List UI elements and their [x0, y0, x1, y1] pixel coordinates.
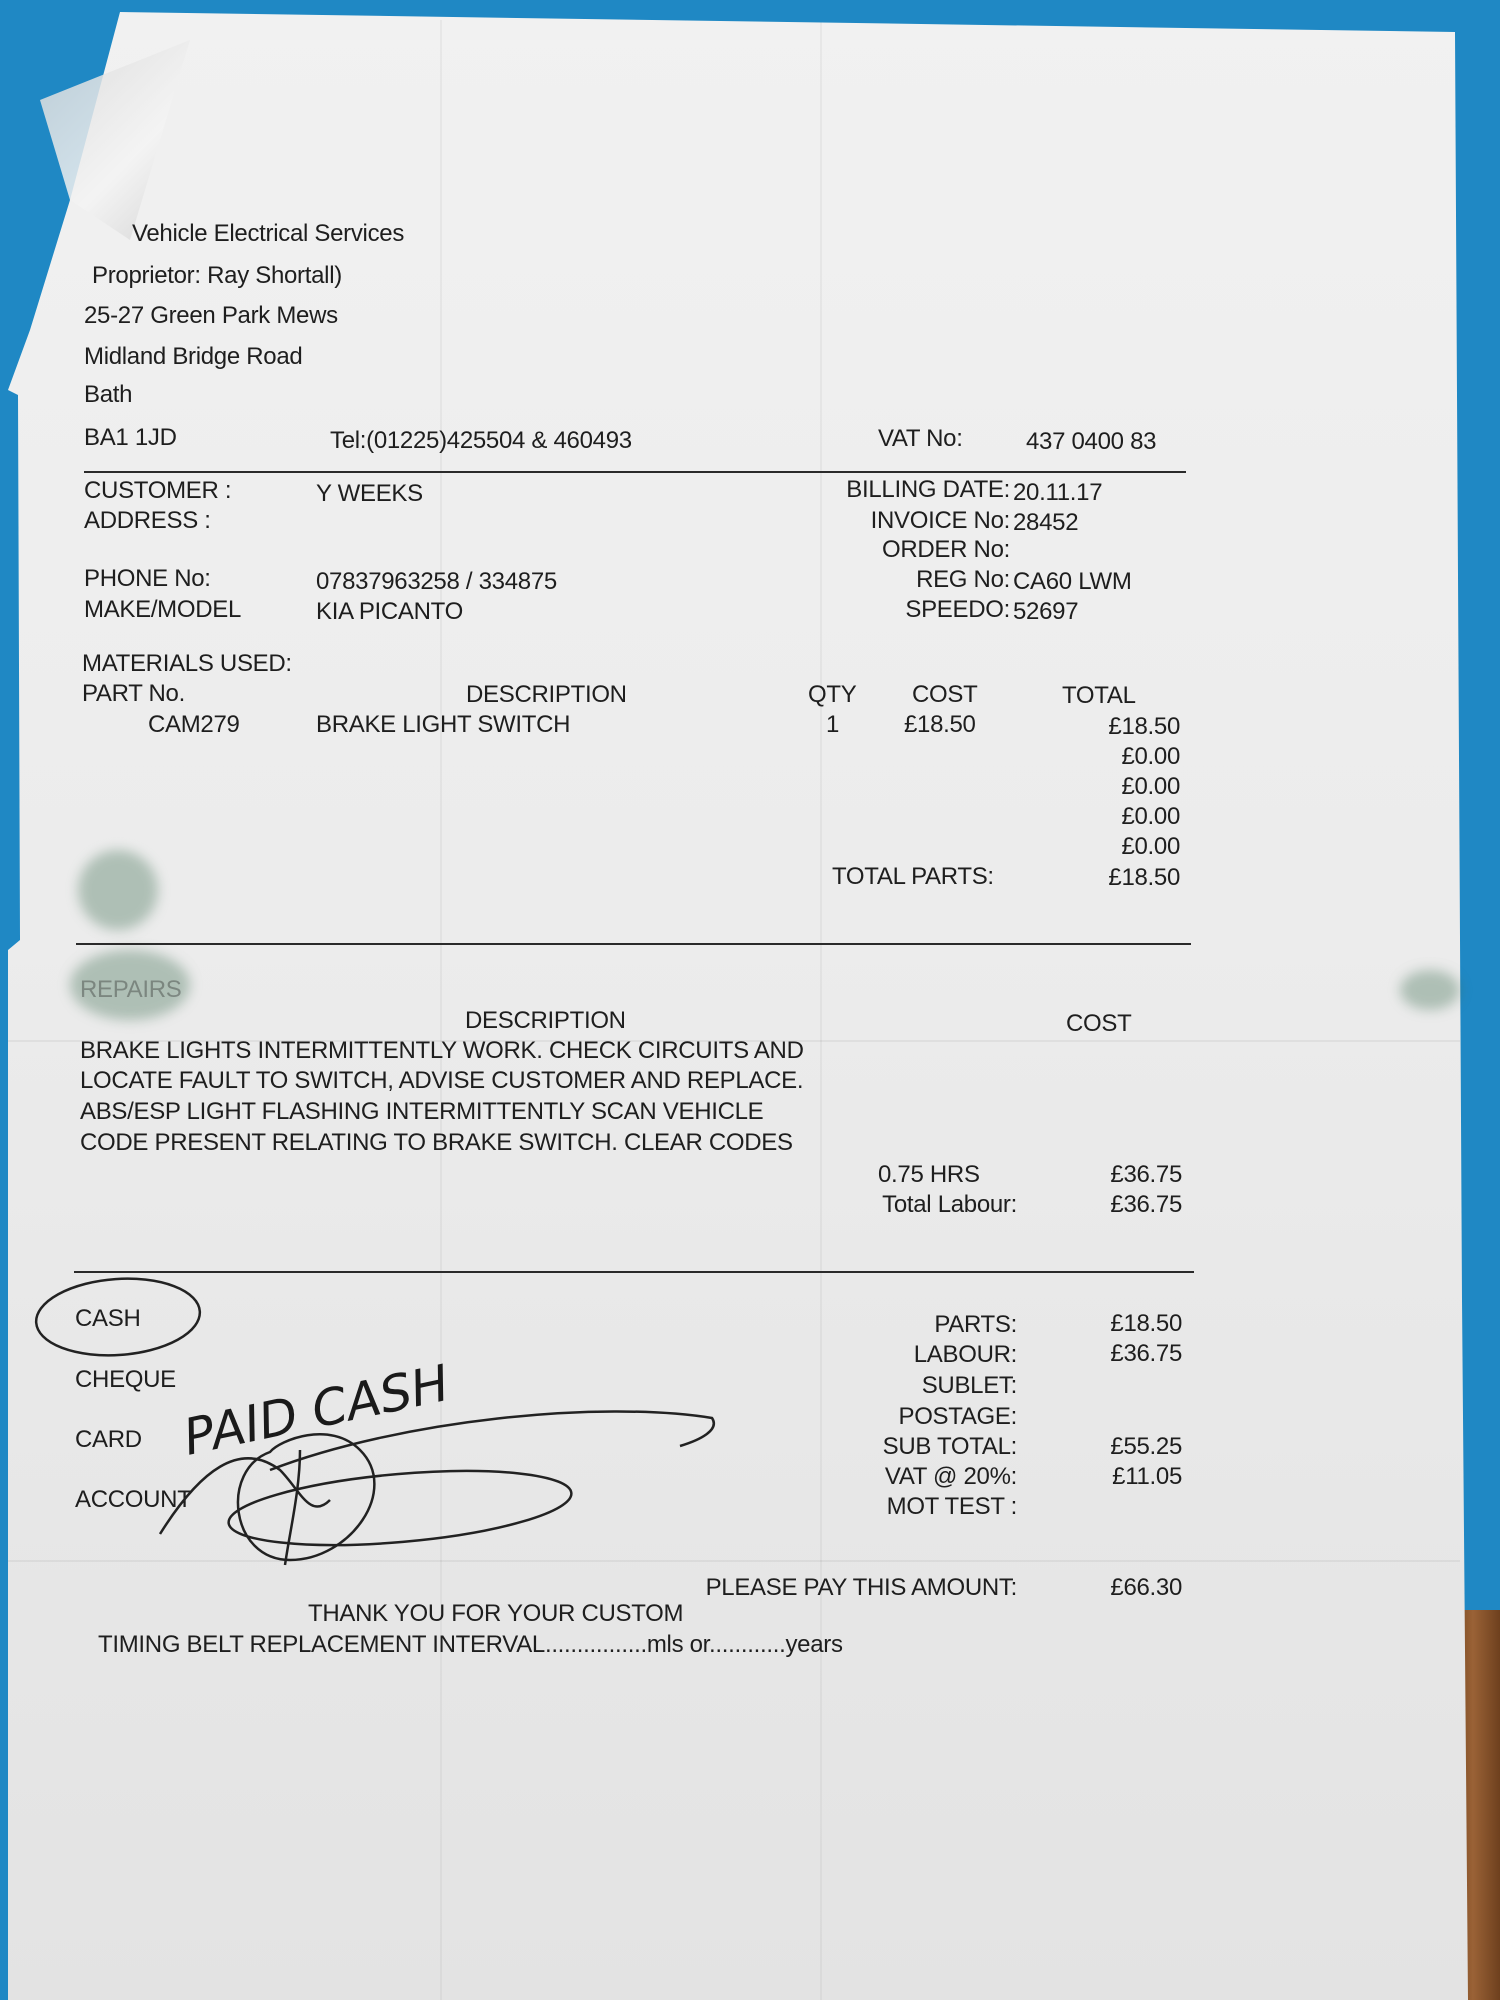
- reg-value: CA60 LWM: [1013, 568, 1132, 595]
- repair-line: BRAKE LIGHTS INTERMITTENTLY WORK. CHECK CIRCUITS AND: [80, 1037, 804, 1064]
- col-total: TOTAL: [1062, 682, 1136, 709]
- address-label: ADDRESS :: [84, 507, 211, 534]
- summary-vat-label: VAT @ 20%:: [884, 1463, 1017, 1490]
- repair-line: LOCATE FAULT TO SWITCH, ADVISE CUSTOMER AND REPLACE.: [80, 1067, 804, 1094]
- part-number: CAM279: [148, 711, 240, 738]
- business-name: Vehicle Electrical Services: [132, 220, 405, 247]
- timing-belt-interval: TIMING BELT REPLACEMENT INTERVAL................mls or............years: [98, 1631, 843, 1658]
- col-qty: QTY: [808, 681, 857, 708]
- part-total: £0.00: [1121, 743, 1180, 770]
- summary-sublet-label: SUBLET:: [921, 1372, 1017, 1399]
- col-cost: COST: [912, 681, 978, 708]
- reg-label: REG No:: [916, 566, 1010, 593]
- col-description: DESCRIPTION: [466, 681, 627, 708]
- invoice-no-label: INVOICE No:: [870, 507, 1010, 534]
- cash-circle-mark: [34, 1273, 203, 1360]
- payment-cash: CASH: [75, 1305, 141, 1332]
- summary-labour-label: LABOUR:: [913, 1341, 1017, 1368]
- phone-value: 07837963258 / 334875: [316, 568, 557, 595]
- signature-mark: [285, 1450, 300, 1565]
- part-cost: £18.50: [904, 711, 976, 738]
- summary-labour-value: £36.75: [1110, 1340, 1182, 1367]
- signature-mark: [238, 1434, 374, 1560]
- part-total: £0.00: [1121, 833, 1180, 860]
- part-total: £0.00: [1121, 773, 1180, 800]
- billing-date-label: BILLING DATE:: [846, 476, 1010, 503]
- repairs-col-description: DESCRIPTION: [465, 1007, 626, 1034]
- summary-vat-value: £11.05: [1112, 1463, 1182, 1490]
- part-description: BRAKE LIGHT SWITCH: [316, 711, 571, 738]
- order-no-label: ORDER No:: [882, 536, 1010, 563]
- repairs-col-cost: COST: [1066, 1010, 1132, 1037]
- repairs-heading: REPAIRS: [80, 976, 182, 1003]
- make-model-value: KIA PICANTO: [316, 598, 463, 625]
- address-line2: Midland Bridge Road: [84, 343, 303, 370]
- vat-number: 437 0400 83: [1026, 428, 1157, 455]
- repair-line: CODE PRESENT RELATING TO BRAKE SWITCH. CLEAR CODES: [80, 1129, 793, 1156]
- speedo-label: SPEEDO:: [905, 596, 1010, 623]
- proprietor: Proprietor: Ray Shortall): [92, 262, 342, 289]
- summary-parts-value: £18.50: [1110, 1310, 1182, 1337]
- summary-parts-label: PARTS:: [934, 1311, 1017, 1338]
- invoice-no-value: 28452: [1013, 509, 1079, 536]
- summary-subtotal-label: SUB TOTAL:: [882, 1433, 1017, 1460]
- part-total: £0.00: [1121, 803, 1180, 830]
- payment-account: ACCOUNT: [75, 1486, 192, 1513]
- please-pay-value: £66.30: [1110, 1574, 1182, 1601]
- part-qty: 1: [826, 711, 840, 738]
- thank-you: THANK YOU FOR YOUR CUSTOM: [308, 1600, 684, 1627]
- please-pay-label: PLEASE PAY THIS AMOUNT:: [705, 1574, 1017, 1601]
- phone-label: PHONE No:: [84, 565, 211, 592]
- address-line1: 25-27 Green Park Mews: [84, 302, 338, 329]
- summary-subtotal-value: £55.25: [1110, 1433, 1182, 1460]
- vat-label: VAT No:: [878, 425, 963, 452]
- postcode: BA1 1JD: [84, 424, 177, 451]
- labour-hours-cost: £36.75: [1110, 1161, 1182, 1188]
- summary-mot-label: MOT TEST :: [886, 1493, 1017, 1520]
- part-total: £18.50: [1108, 713, 1180, 740]
- payment-card: CARD: [75, 1426, 142, 1453]
- billing-date-value: 20.11.17: [1013, 479, 1103, 506]
- summary-postage-label: POSTAGE:: [898, 1403, 1017, 1430]
- total-labour-value: £36.75: [1110, 1191, 1182, 1218]
- payment-cheque: CHEQUE: [75, 1366, 176, 1393]
- signature-mark: [160, 1458, 330, 1534]
- signature-mark: [226, 1459, 575, 1557]
- total-parts-value: £18.50: [1108, 864, 1180, 891]
- total-parts-label: TOTAL PARTS:: [832, 863, 994, 890]
- total-labour-label: Total Labour:: [882, 1191, 1017, 1218]
- customer-value: Y WEEKS: [316, 480, 423, 507]
- labour-hours: 0.75 HRS: [878, 1161, 980, 1188]
- speedo-value: 52697: [1013, 598, 1079, 625]
- repair-line: ABS/ESP LIGHT FLASHING INTERMITTENTLY SCAN VEHICLE: [80, 1098, 764, 1125]
- telephone: Tel:(01225)425504 & 460493: [330, 427, 632, 454]
- customer-label: CUSTOMER :: [84, 477, 232, 504]
- materials-heading: MATERIALS USED:: [82, 650, 292, 677]
- paid-cash-handwriting: PAID CASH: [178, 1353, 455, 1467]
- town: Bath: [84, 381, 133, 408]
- make-model-label: MAKE/MODEL: [84, 596, 242, 623]
- col-part-no: PART No.: [82, 680, 185, 707]
